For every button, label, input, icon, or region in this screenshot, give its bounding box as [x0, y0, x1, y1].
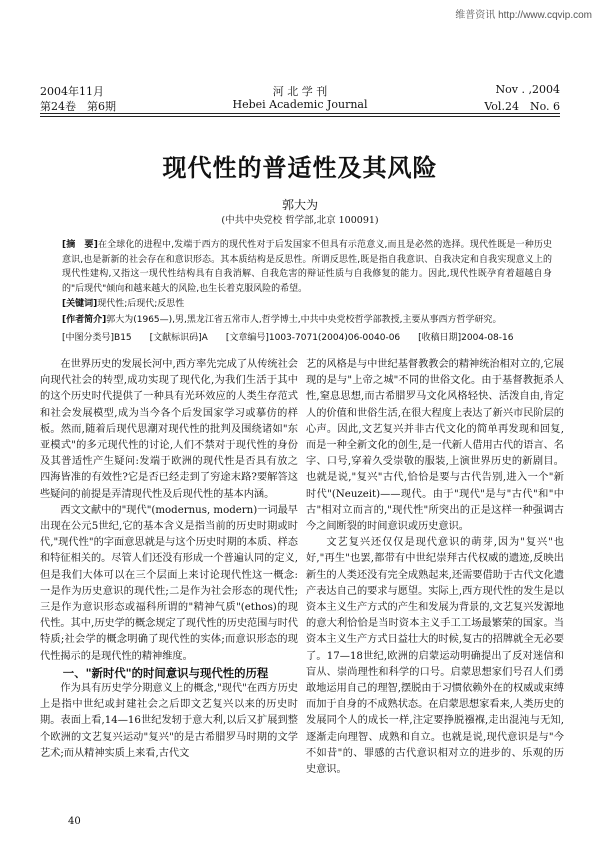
- header-journal-en: Hebei Academic Journal: [232, 98, 368, 111]
- author-info: [62, 313, 552, 327]
- paragraph: 文艺复兴还仅仅是现代意识的萌芽,因为"复兴"也好,"再生"也罢,都带有中世纪崇拜古代权威的遗迹,反映出新生的人类还没有完全成熟起来,还需要借助于古代文化遗产表达自己的要求与愿望。实际上,西方现代性的发生是以资本主义生产方式的产生和发展为背景的,文艺复兴发源地的意大利恰恰是当时资本主义手工工场最繁荣的国家。当资本主义生产方式日益壮大的时候,复古的招牌就全无必要了。17—18世纪,欧洲的启蒙运动明确提出了反对迷信和盲从、崇尚理性和科学的口号。启蒙思想家们号召人们勇敢地运用自己的理智,摆脱由于习惯依赖外在的权威或束缚而加于自身的不成熟状态。在启蒙思想家看来,人类历史的发展同个人的成长一样,注定要挣脱襁褓,走出混沌与无知,逐渐走向理智、成熟和自立。也就是说,现代意识是与"今不如昔"的、罪感的古代意识相对立的进步的、乐观的历史意识。: [306, 537, 564, 776]
- body-column-right: [306, 357, 564, 778]
- keywords-text: 现代性;后现代;反思性: [97, 299, 185, 309]
- paragraph: 西文文献中的"现代"(modernus, modern)一词最早出现在公元5世纪,它的基本含义是指当前的历史时期或时代,"现代性"的字面意思就是与这个历史时期的本质、样态和特征相关的。尽管人们还没有形成一个普遍认同的定义,但是我们大体可以在三个层面上来讨论现代性这一概念:一是作为历史意识的现代性;二是作为社会形态的现代性;三是作为意识形态或福科所谓的"精神气质"(ethos)的现代性。其中,历史学的概念规定了现代性的历史范围与时代特质;社会学的概念明确了现代性的实体;而意识形态的现代性揭示的是现代性的精神维度。: [40, 504, 298, 662]
- page-number: 40: [68, 816, 81, 827]
- section-heading: 一、"新时代"的时间意识与现代性的历程: [62, 665, 269, 680]
- paragraph: 作为具有历史学分期意义上的概念,"现代"在西方历史上是指中世纪或封建社会之后即文艺复兴以来的历史时期。表面上看,14—16世纪发轫于意大利,以后又扩展到整个欧洲的文艺复兴运动"复兴"的是古希腊罗马时期的文学艺术;而从精神实质上来看,古代文: [40, 683, 298, 759]
- received-date: [收稿日期]2004-08-16: [418, 333, 514, 343]
- header-date-cn: 2004年11月: [40, 85, 104, 98]
- clc-number: [中图分类号]B15: [62, 333, 132, 343]
- paragraph: 在世界历史的发展长河中,西方率先完成了从传统社会向现代社会的转型,成功实现了现代化,为我们生活于其中的这个历史时代提供了一种具有光环效应的人类生存范式和社会发展模型,成为当今各个后发国家学习或摹仿的样板。然而,随着后现代思潮对现代性的批判及围绕诸如"东亚模式"的多元现代性的讨论,人们不禁对于现代性的身份及其普适性产生疑问:发端于欧洲的现代性是否具有放之四海皆准的有效性?它是否已经走到了穷途末路?要解答这些疑问的前提是弄清现代性及后现代性的基本内涵。: [40, 359, 298, 500]
- watermark: 维普资讯 http://www.cqvip.com: [455, 10, 592, 21]
- article-title: 现代性的普适性及其风险: [162, 153, 438, 182]
- author-affiliation: (中共中央党校 哲学部,北京 100091): [221, 215, 379, 226]
- author-info-text: 郭大为(1965—),男,黑龙江省五常市人,哲学博士,中共中央党校哲学部教授,主要从事西方哲学研究。: [106, 315, 502, 325]
- abstract: [62, 238, 552, 296]
- keywords: [62, 297, 552, 311]
- author-name: 郭大为: [281, 198, 318, 212]
- article-id: [文章编号]1003-7071(2004)06-0040-06: [225, 333, 401, 343]
- keywords-label: [关键词]: [62, 299, 98, 309]
- abstract-text: 在全球化的进程中,发端于西方的现代性对于后发国家不但具有示范意义,而且是必然的选择。现代性既是一种历史意识,也是新新的社会存在和意识形态。其本质结构是反思性。所谓反思性,既是指自我意识、自我决定和自我实现意义上的现代性建构,又指这一现代性结构具有自我消解、自我危害的辩证性质与自我修复的能力。因此,现代性既孕育着超越自身的"后现代"倾向和越来越大的风险,也生长着克服风险的希望。: [62, 240, 552, 294]
- header-rule-double: [40, 116, 560, 117]
- header-date-en: Nov . ,2004: [495, 83, 560, 96]
- header-volume-cn: 第24卷 第6期: [40, 100, 116, 113]
- classification-line: [62, 331, 552, 345]
- body-column-left: [40, 357, 298, 762]
- header-rule: [40, 113, 560, 114]
- header-volume-en: Vol.24 No. 6: [484, 100, 560, 113]
- paragraph: 艺的风格是与中世纪基督教教会的精神统治相对立的,它展现的是与"上帝之城"不同的世俗文化。由于基督教扼杀人性,窒息思想,而古希腊罗马文化风格轻快、活泼自由,肯定人的价值和世俗生活,在很大程度上表达了新兴市民阶层的心声。因此,文艺复兴并非古代文化的简单再发现和回复,而是一种全新文化的创生,是一代新人借用古代的语言、名字、口号,穿着久受崇敬的服装,上演世界历史的新剧目。也就是说,"复兴"古代,恰恰是要与古代告别,进入一个"新时代"(Neuzeit)——现代。由于"现代"是与"古代"和"中古"相对立而言的,"现代性"所突出的正是这样一种强调古今之间断裂的时间意识或历史意识。: [306, 359, 564, 533]
- abstract-label: [摘 要]: [62, 240, 98, 250]
- document-code: [文献标识码]A: [149, 333, 208, 343]
- author-info-label: [作者简介]: [62, 315, 107, 325]
- header-journal-cn: 河 北 学 刊: [272, 85, 328, 98]
